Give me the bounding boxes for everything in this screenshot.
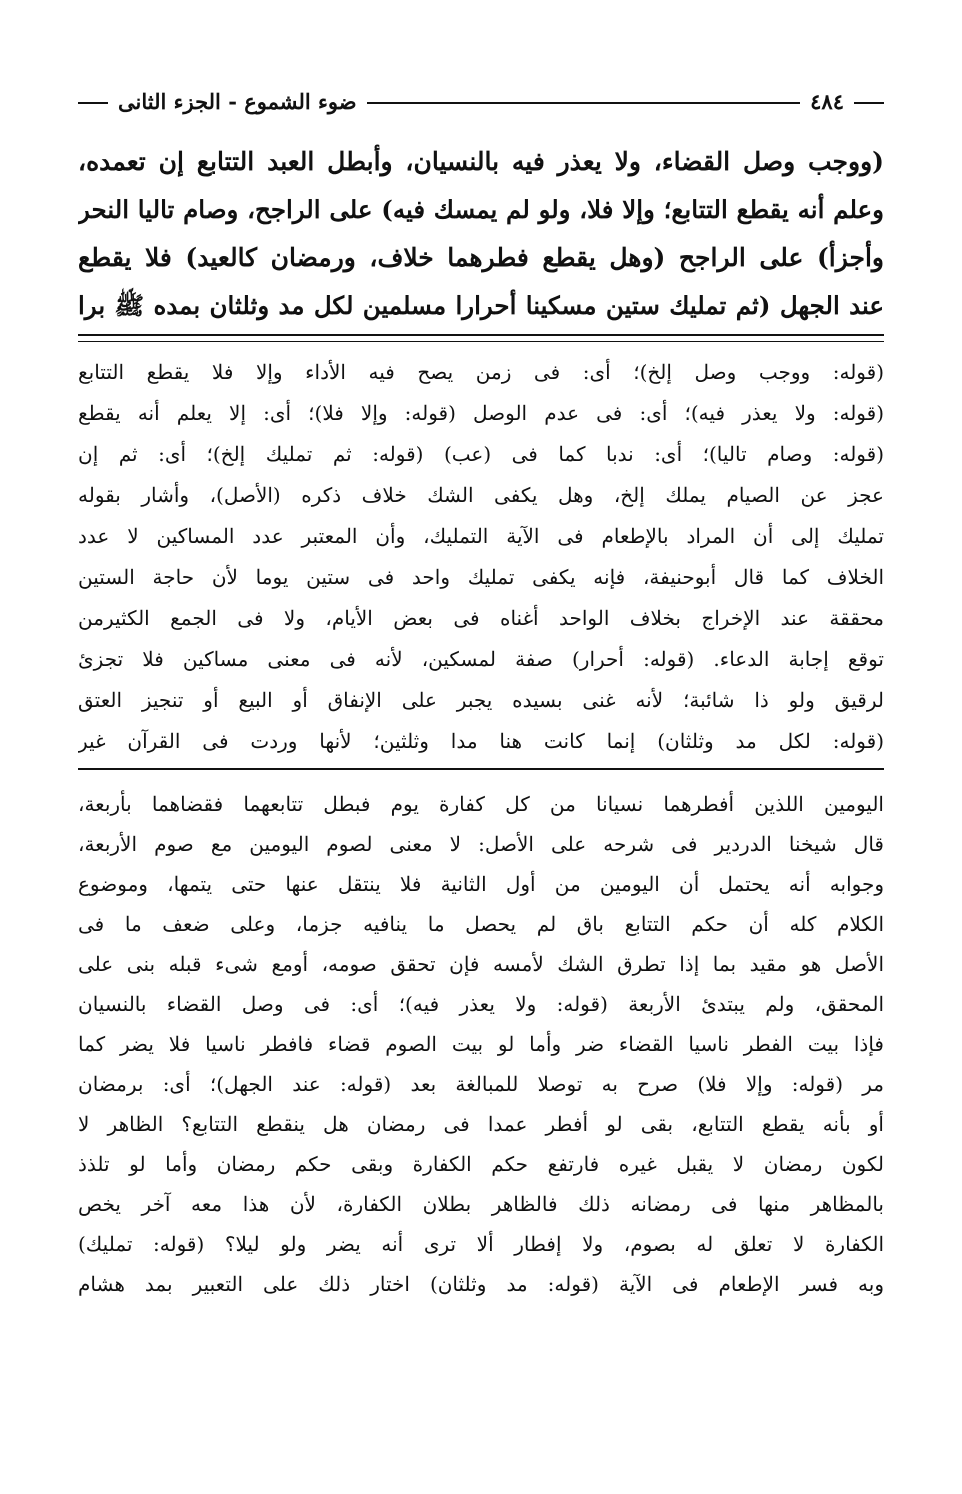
hashiya-line: وبه فسر الإطعام فى الآية (قوله: مد وثلثان) اختار ذلك على التعبير بمد هشام — [78, 1272, 884, 1296]
sharh-line: تمليك إلى أن المراد بالإطعام فى الآية التمليك، وأن المعتبر عدد المساكين لا عدد — [78, 524, 884, 548]
hashiya-line: لكون رمضان لا يقبل غيره فارتفع حكم الكفارة وبقى حكم رمضان وأما لو تلذذ — [78, 1152, 884, 1176]
hashiya-line: المحقق، ولم يبتدئ الأربعة (قوله: ولا يعذر فيه)؛ أى: فى وصل القضاء بالنسيان — [78, 992, 884, 1016]
sharh-commentary — [78, 352, 884, 762]
sharh-line: لرقيق ولو ذا شائبة؛ لأنه غنى بسيده يجبر على الإنفاق أو البيع أو تنجيز العتق — [78, 688, 884, 712]
matn-divider — [78, 334, 884, 342]
sharh-line: (قوله: ولا يعذر فيه)؛ أى: فى عدم الوصل (قوله: وإلا فلا)؛ أى: إلا يعلم أنه يقطع — [78, 401, 884, 425]
page-header — [78, 86, 884, 120]
page-number: ٤٨٤ — [800, 86, 854, 118]
book-title: ضوء الشموع - الجزء الثانى — [108, 86, 367, 118]
hashiya-line: وجوابه أنه يحتمل أن اليومين من أول الثانية فلا ينتقل عنها حتى يتمها، وموضوع — [78, 872, 884, 896]
hashiya-line: اليومين اللذين أفطرهما نسيانا من كل كفارة يوم فبطل تتابعهما فقضاهما بأربعة، — [78, 792, 884, 816]
sharh-line: الخلاف كما قال أبوحنيفة، فإنه يكفى تمليك واحد فى ستين يوما لأن حاجة الستين — [78, 565, 884, 589]
matn-text — [78, 138, 884, 330]
hashiya-line: الكلام كله أن حكم التتابع باق لم يحصل ما ينافيه جزما، وعلى ضعف ما فى — [78, 912, 884, 936]
hashiya-line: مر (قوله: وإلا فلا) صرح به توصلا للمبالغة بعد (قوله: عند الجهل)؛ أى: برمضان — [78, 1072, 884, 1096]
sharh-line: توقع إجابة الدعاء. (قوله: أحرار) صفة لمسكين، لأنه فى معنى مساكين فلا تجزئ — [78, 647, 884, 671]
hashiya-line: فإذا بيت الفطر ناسيا القضاء ضر وأما لو بيت الصوم قضاء فافطر ناسيا فلا يضر كما — [78, 1032, 884, 1056]
matn-line: وعلم أنه يقطع التتابع؛ وإلا فلا، ولو لم يمسك فيه) على الراجح، وصام تاليا النحر — [78, 195, 884, 224]
hashiya-line: الكفارة لا تعلق له بصوم، ولا إفطار ألا ترى أنه يضر ولو ليلا؟ (قوله: تمليك) — [78, 1232, 884, 1256]
hashiya-line: الأصل هو مقيد بما إذا تطرق الشك لأمسه فإن تحقق صومه، أومع شىء قبله بنى على — [78, 952, 884, 976]
sharh-line: محققة عند الإخراج بخلاف الواحد أغناه فى بعض الأيام، ولا فى الجمع الكثيرمن — [78, 606, 884, 630]
book-page — [78, 86, 884, 1304]
sharh-line: (قوله: وصام تاليا)؛ أى: ندبا كما فى (عب) (قوله: ثم تمليك إلخ)؛ أى: ثم إن — [78, 442, 884, 466]
sharh-line: (قوله: ووجب وصل إلخ)؛ أى: فى زمن يصح فيه الأداء وإلا فلا يقطع التتابع — [78, 360, 884, 384]
sharh-line: عجز عن الصيام يملك إلخ، وهل يكفى الشك خلاف ذكره (الأصل)، وأشار بقوله — [78, 483, 884, 507]
hashiya-footnotes — [78, 784, 884, 1304]
matn-line: وأجزأ) على الراجح (وهل يقطع فطرهما خلاف، ورمضان كالعيد) فلا يقطع — [78, 243, 884, 272]
matn-line: عند الجهل (ثم تمليك ستين مسكينا أحرارا مسلمين لكل مد وثلثان بمده ﷺ برا — [78, 291, 884, 320]
hashiya-line: بالمظاهر منها فى رمضانه ذلك فالظاهر بطلان الكفارة، لأن هذا معه آخر يخص — [78, 1192, 884, 1216]
sharh-line: (قوله: لكل مد وثلثان) إنما كانت هنا مدا وثلثين؛ لأنها وردت فى القرآن غير — [78, 729, 884, 753]
matn-line: (ووجب وصل القضاء، ولا يعذر فيه بالنسيان، وأبطل العبد التتابع إن تعمده، — [78, 147, 884, 176]
hashiya-line: قال شيخنا الدردير فى شرحه على الأصل: لا معنى لصوم اليومين مع صوم الأربعة، — [78, 832, 884, 856]
hashiya-line: أو بأنه يقطع التتابع، بقى لو أفطر عمدا فى رمضان هل ينقطع التتابع؟ الظاهر لا — [78, 1112, 884, 1136]
sharh-divider — [78, 768, 884, 770]
